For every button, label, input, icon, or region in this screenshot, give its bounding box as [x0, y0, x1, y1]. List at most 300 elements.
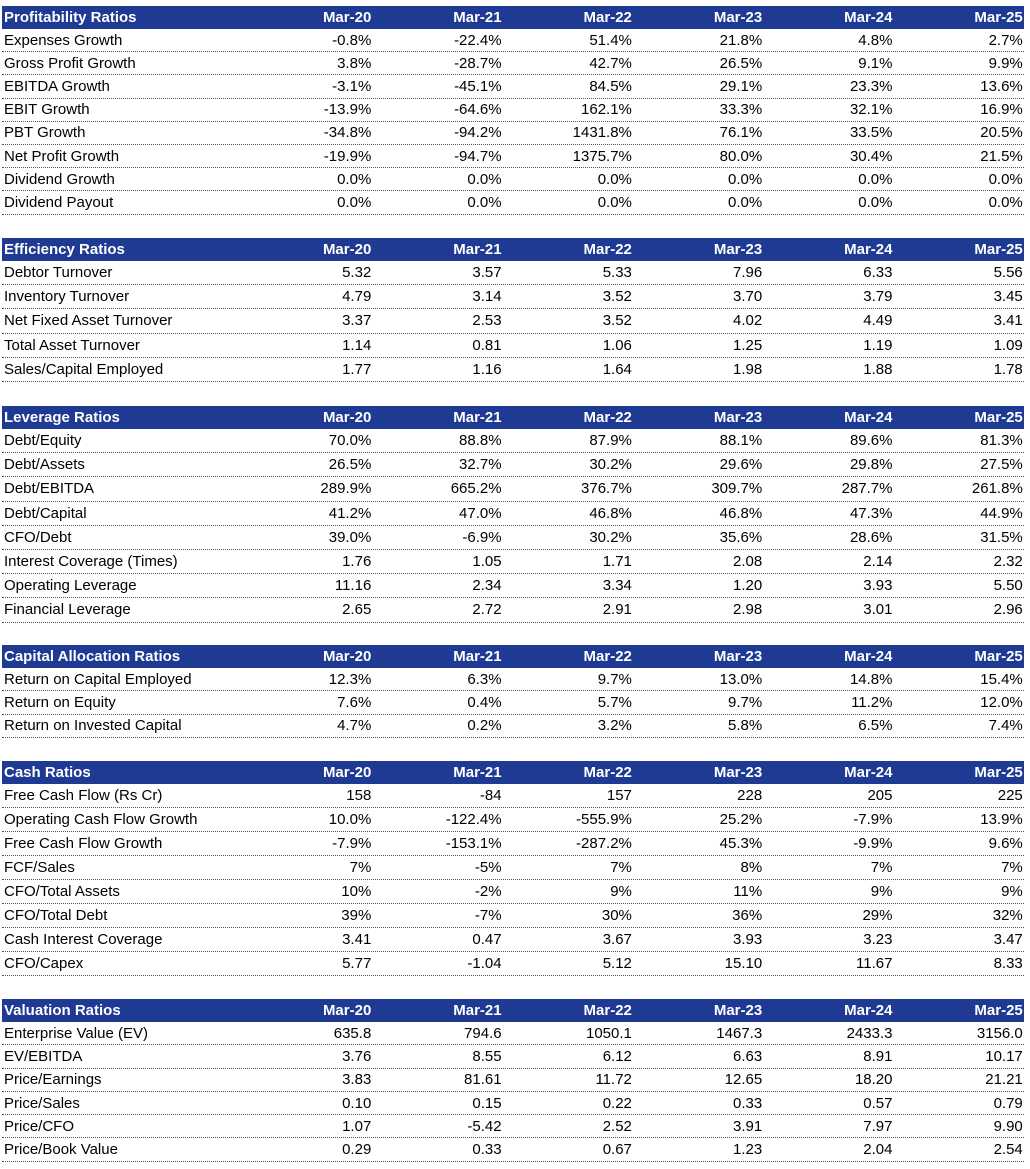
value-cell: 10.17 [985, 1047, 1023, 1065]
value-cell: 0.47 [472, 931, 502, 948]
row-label: Net Profit Growth [4, 147, 120, 165]
value-cell: 1.77 [342, 360, 372, 378]
column-header: Mar-23 [713, 409, 763, 426]
value-cell: 9% [610, 883, 632, 900]
value-cell: 225 [997, 787, 1023, 804]
value-cell: 9% [870, 883, 893, 900]
column-header: Mar-24 [844, 9, 893, 26]
value-cell: 32.7% [459, 456, 502, 474]
column-header: Mar-25 [974, 9, 1023, 26]
value-cell: 41.2% [328, 504, 372, 522]
value-cell: 13.9% [980, 811, 1023, 828]
row-label: Price/Sales [4, 1094, 80, 1112]
table-row [2, 29, 1024, 52]
column-header: Mar-23 [713, 9, 763, 26]
table-row [2, 1069, 1024, 1092]
value-cell: 7.97 [863, 1117, 893, 1135]
column-header: Mar-21 [453, 241, 502, 258]
value-cell: 289.9% [320, 480, 372, 498]
row-label: Return on Capital Employed [4, 670, 192, 688]
value-cell: 2.7% [988, 31, 1023, 49]
section-profitability-ratios [2, 6, 1024, 215]
value-cell: -287.2% [576, 835, 632, 852]
value-cell: 9.90 [993, 1117, 1023, 1135]
section-header [2, 999, 1024, 1022]
value-cell: 635.8 [333, 1024, 372, 1042]
value-cell: 12.65 [724, 1071, 763, 1089]
value-cell: 287.7% [841, 480, 893, 498]
row-label: Return on Equity [4, 693, 116, 711]
value-cell: 46.8% [719, 504, 763, 522]
row-label: Inventory Turnover [4, 288, 130, 306]
value-cell: 0.22 [602, 1094, 632, 1112]
value-cell: 9.7% [597, 670, 632, 688]
value-cell: 1.06 [602, 336, 632, 354]
value-cell: 7% [349, 859, 372, 876]
table-row [2, 1022, 1024, 1045]
column-header: Mar-20 [322, 241, 372, 258]
value-cell: 2.72 [472, 601, 502, 619]
value-cell: 0.10 [342, 1094, 372, 1112]
value-cell: 70.0% [328, 432, 372, 450]
value-cell: 0.33 [732, 1094, 763, 1112]
value-cell: 21.8% [719, 31, 763, 49]
table-row [2, 145, 1024, 168]
value-cell: 87.9% [589, 432, 632, 450]
value-cell: 12.3% [328, 670, 372, 688]
value-cell: 39% [341, 907, 372, 924]
table-row [2, 309, 1024, 333]
row-label: Interest Coverage (Times) [4, 553, 178, 571]
value-cell: -555.9% [576, 811, 632, 828]
column-header: Mar-20 [322, 9, 372, 26]
row-label: Gross Profit Growth [4, 54, 136, 72]
value-cell: 8% [740, 859, 763, 876]
value-cell: 51.4% [589, 31, 632, 49]
value-cell: 2.96 [993, 601, 1023, 619]
value-cell: 2.32 [993, 553, 1023, 571]
value-cell: 45.3% [719, 835, 763, 852]
value-cell: 2.04 [863, 1141, 893, 1159]
value-cell: 15.10 [724, 955, 763, 972]
value-cell: 26.5% [719, 54, 763, 72]
row-label: PBT Growth [4, 124, 86, 142]
section-title: Efficiency Ratios [4, 241, 125, 258]
value-cell: 0.15 [472, 1094, 502, 1112]
value-cell: 2.34 [472, 577, 502, 595]
row-label: FCF/Sales [4, 859, 75, 876]
value-cell: 29.8% [849, 456, 893, 474]
table-row [2, 856, 1024, 880]
table-row [2, 668, 1024, 691]
value-cell: 6.12 [602, 1047, 632, 1065]
value-cell: 3.34 [602, 577, 632, 595]
value-cell: 4.8% [858, 31, 893, 49]
value-cell: 11.72 [595, 1071, 632, 1089]
column-header: Mar-25 [974, 241, 1023, 258]
value-cell: 8.91 [863, 1047, 893, 1065]
value-cell: 15.4% [980, 670, 1023, 688]
row-label: Price/Earnings [4, 1071, 102, 1089]
value-cell: -28.7% [454, 54, 502, 72]
value-cell: 29.1% [719, 77, 763, 95]
value-cell: 1.23 [732, 1141, 763, 1159]
value-cell: 1.19 [863, 336, 893, 354]
value-cell: 33.5% [849, 124, 893, 142]
value-cell: 0.29 [342, 1141, 372, 1159]
value-cell: 84.5% [589, 77, 632, 95]
value-cell: 0.0% [467, 193, 502, 211]
value-cell: 3.79 [863, 288, 893, 306]
value-cell: 81.61 [464, 1071, 502, 1089]
value-cell: -5% [474, 859, 502, 876]
value-cell: 376.7% [581, 480, 632, 498]
value-cell: 7.6% [337, 693, 372, 711]
value-cell: 2.65 [342, 601, 372, 619]
value-cell: 0.0% [467, 170, 502, 188]
value-cell: 0.4% [467, 693, 502, 711]
value-cell: 25.2% [719, 811, 763, 828]
value-cell: 13.6% [980, 77, 1023, 95]
value-cell: 30.4% [849, 147, 893, 165]
value-cell: 0.0% [597, 193, 632, 211]
table-row [2, 429, 1024, 453]
value-cell: 33.3% [719, 101, 763, 119]
value-cell: 3.83 [342, 1071, 372, 1089]
value-cell: 18.20 [854, 1071, 893, 1089]
table-row [2, 477, 1024, 501]
column-header: Mar-20 [322, 1002, 372, 1019]
value-cell: 30.2% [589, 528, 632, 546]
value-cell: 11.67 [856, 955, 893, 972]
value-cell: 14.8% [849, 670, 893, 688]
value-cell: 228 [737, 787, 763, 804]
value-cell: 3.41 [342, 931, 372, 948]
value-cell: 162.1% [581, 101, 632, 119]
column-header: Mar-24 [844, 648, 893, 665]
value-cell: 6.3% [467, 670, 502, 688]
value-cell: -34.8% [323, 124, 372, 142]
row-label: Return on Invested Capital [4, 717, 182, 735]
table-row [2, 952, 1024, 976]
table-row [2, 598, 1024, 622]
value-cell: 7% [610, 859, 632, 876]
value-cell: 1431.8% [572, 124, 632, 142]
value-cell: 2433.3 [846, 1024, 893, 1042]
table-row [2, 808, 1024, 832]
row-label: Operating Leverage [4, 577, 137, 595]
value-cell: 7% [1001, 859, 1023, 876]
table-row [2, 122, 1024, 145]
section-header [2, 761, 1024, 784]
value-cell: -64.6% [454, 101, 502, 119]
value-cell: 20.5% [980, 124, 1023, 142]
value-cell: 0.57 [863, 1094, 893, 1112]
row-label: CFO/Total Assets [4, 883, 120, 900]
value-cell: 10% [341, 883, 372, 900]
value-cell: -45.1% [454, 77, 502, 95]
value-cell: 5.56 [993, 264, 1023, 282]
value-cell: -153.1% [445, 835, 502, 852]
column-header: Mar-24 [844, 1002, 893, 1019]
value-cell: 794.6 [464, 1024, 502, 1042]
row-label: EV/EBITDA [4, 1047, 83, 1065]
section-leverage-ratios [2, 406, 1024, 623]
value-cell: 88.8% [459, 432, 502, 450]
table-row [2, 1045, 1024, 1068]
value-cell: -84 [479, 787, 502, 804]
value-cell: 0.0% [858, 170, 893, 188]
row-label: Dividend Growth [4, 170, 115, 188]
value-cell: 8.33 [993, 955, 1023, 972]
section-capital-allocation-ratios [2, 645, 1024, 738]
value-cell: 4.49 [863, 312, 893, 330]
value-cell: 27.5% [980, 456, 1023, 474]
table-row [2, 191, 1024, 214]
value-cell: 0.0% [858, 193, 893, 211]
column-header: Mar-20 [322, 648, 372, 665]
value-cell: -19.9% [323, 147, 372, 165]
column-header: Mar-21 [453, 764, 502, 781]
column-header: Mar-24 [844, 409, 893, 426]
value-cell: -5.42 [467, 1117, 502, 1135]
value-cell: 3.91 [732, 1117, 763, 1135]
value-cell: 32% [992, 907, 1023, 924]
section-cash-ratios [2, 761, 1024, 976]
value-cell: 4.79 [342, 288, 372, 306]
column-header: Mar-24 [844, 241, 893, 258]
row-label: Total Asset Turnover [4, 336, 140, 354]
value-cell: 0.67 [602, 1141, 632, 1159]
row-label: EBITDA Growth [4, 77, 110, 95]
value-cell: 4.02 [732, 312, 763, 330]
section-efficiency-ratios [2, 238, 1024, 382]
value-cell: 28.6% [849, 528, 893, 546]
table-row [2, 880, 1024, 904]
value-cell: -94.2% [454, 124, 502, 142]
column-header: Mar-21 [453, 409, 502, 426]
column-header: Mar-25 [974, 409, 1023, 426]
value-cell: 30.2% [589, 456, 632, 474]
value-cell: 39.0% [328, 528, 372, 546]
value-cell: 3.47 [993, 931, 1023, 948]
value-cell: 3156.0 [976, 1024, 1023, 1042]
value-cell: 11.2% [851, 693, 893, 711]
value-cell: 0.79 [993, 1094, 1023, 1112]
value-cell: -7% [474, 907, 502, 924]
column-header: Mar-22 [583, 9, 632, 26]
table-row [2, 904, 1024, 928]
row-label: Operating Cash Flow Growth [4, 811, 198, 828]
column-header: Mar-24 [844, 764, 893, 781]
value-cell: 1.25 [732, 336, 763, 354]
table-row [2, 691, 1024, 714]
value-cell: -94.7% [454, 147, 502, 165]
row-label: EBIT Growth [4, 101, 90, 119]
table-row [2, 285, 1024, 309]
table-row [2, 75, 1024, 98]
table-row [2, 99, 1024, 122]
row-label: Enterprise Value (EV) [4, 1024, 148, 1042]
value-cell: 1.98 [732, 360, 763, 378]
value-cell: 47.3% [849, 504, 893, 522]
value-cell: 3.01 [863, 601, 893, 619]
value-cell: 0.0% [988, 193, 1023, 211]
value-cell: 3.76 [342, 1047, 372, 1065]
table-row [2, 453, 1024, 477]
column-header: Mar-22 [583, 241, 632, 258]
column-header: Mar-21 [453, 1002, 502, 1019]
value-cell: 23.3% [849, 77, 893, 95]
value-cell: -7.9% [853, 811, 893, 828]
row-label: Debt/Assets [4, 456, 85, 474]
value-cell: 6.33 [863, 264, 893, 282]
value-cell: 3.93 [863, 577, 893, 595]
section-header [2, 406, 1024, 429]
table-row [2, 168, 1024, 191]
row-label: Debt/Capital [4, 504, 87, 522]
row-label: Expenses Growth [4, 31, 123, 49]
value-cell: 2.53 [472, 312, 502, 330]
column-header: Mar-22 [583, 409, 632, 426]
value-cell: 2.14 [863, 553, 893, 571]
value-cell: 3.52 [602, 288, 632, 306]
value-cell: 8.55 [472, 1047, 502, 1065]
value-cell: 32.1% [849, 101, 893, 119]
value-cell: 29.6% [719, 456, 763, 474]
value-cell: 5.8% [727, 717, 763, 735]
value-cell: 46.8% [589, 504, 632, 522]
value-cell: 47.0% [459, 504, 502, 522]
section-title: Leverage Ratios [4, 409, 120, 426]
value-cell: 1.71 [602, 553, 632, 571]
value-cell: 0.0% [597, 170, 632, 188]
value-cell: 2.54 [993, 1141, 1023, 1159]
row-label: Free Cash Flow (Rs Cr) [4, 787, 163, 804]
value-cell: 157 [606, 787, 632, 804]
value-cell: 3.2% [597, 717, 632, 735]
table-row [2, 784, 1024, 808]
value-cell: 9.7% [727, 693, 763, 711]
value-cell: 7.96 [732, 264, 763, 282]
value-cell: 9.9% [988, 54, 1023, 72]
value-cell: 11.16 [334, 577, 372, 595]
value-cell: 3.41 [993, 312, 1023, 330]
table-row [2, 526, 1024, 550]
table-row [2, 1115, 1024, 1138]
column-header: Mar-23 [713, 241, 763, 258]
column-header: Mar-21 [453, 9, 502, 26]
value-cell: 29% [862, 907, 893, 924]
column-header: Mar-25 [974, 648, 1023, 665]
column-header: Mar-22 [583, 1002, 632, 1019]
section-header [2, 238, 1024, 261]
value-cell: 1.09 [993, 336, 1023, 354]
column-header: Mar-25 [974, 1002, 1023, 1019]
value-cell: 6.63 [732, 1047, 763, 1065]
value-cell: 1.20 [732, 577, 763, 595]
table-row [2, 358, 1024, 382]
value-cell: 9.1% [858, 54, 893, 72]
row-label: Free Cash Flow Growth [4, 835, 163, 852]
value-cell: 1.76 [342, 553, 372, 571]
value-cell: -122.4% [445, 811, 502, 828]
column-header: Mar-23 [713, 648, 763, 665]
value-cell: 2.98 [732, 601, 763, 619]
value-cell: 5.32 [342, 264, 372, 282]
row-label: Debt/EBITDA [4, 480, 95, 498]
value-cell: 3.52 [602, 312, 632, 330]
row-label: Net Fixed Asset Turnover [4, 312, 173, 330]
table-row [2, 1092, 1024, 1115]
value-cell: 0.0% [727, 170, 763, 188]
value-cell: -6.9% [462, 528, 502, 546]
value-cell: 3.14 [472, 288, 502, 306]
value-cell: 30% [601, 907, 632, 924]
column-header: Mar-23 [713, 1002, 763, 1019]
value-cell: -1.04 [467, 955, 502, 972]
value-cell: 3.67 [602, 931, 632, 948]
row-label: Sales/Capital Employed [4, 360, 164, 378]
value-cell: 35.6% [719, 528, 763, 546]
value-cell: 2.52 [602, 1117, 632, 1135]
row-label: Debtor Turnover [4, 264, 113, 282]
table-row [2, 574, 1024, 598]
value-cell: 3.70 [732, 288, 763, 306]
value-cell: 11% [733, 883, 763, 900]
value-cell: 9% [1001, 883, 1023, 900]
value-cell: 88.1% [719, 432, 763, 450]
value-cell: 5.7% [597, 693, 632, 711]
table-row [2, 502, 1024, 526]
value-cell: 3.8% [337, 54, 372, 72]
value-cell: 5.12 [602, 955, 632, 972]
column-header: Mar-20 [322, 764, 372, 781]
value-cell: 0.2% [467, 717, 502, 735]
value-cell: 261.8% [971, 480, 1023, 498]
value-cell: 1467.3 [716, 1024, 763, 1042]
value-cell: 3.45 [993, 288, 1023, 306]
row-label: Dividend Payout [4, 193, 114, 211]
value-cell: 0.33 [472, 1141, 502, 1159]
value-cell: 76.1% [719, 124, 763, 142]
value-cell: 21.21 [985, 1071, 1023, 1089]
section-title: Valuation Ratios [4, 1002, 121, 1019]
table-row [2, 1138, 1024, 1161]
table-row [2, 715, 1024, 738]
column-header: Mar-23 [713, 764, 763, 781]
column-header: Mar-22 [583, 648, 632, 665]
value-cell: 5.33 [602, 264, 632, 282]
value-cell: 7% [870, 859, 893, 876]
value-cell: 0.0% [337, 193, 372, 211]
value-cell: -22.4% [454, 31, 502, 49]
value-cell: 4.7% [337, 717, 372, 735]
value-cell: 3.57 [472, 264, 502, 282]
table-row [2, 261, 1024, 285]
value-cell: 44.9% [980, 504, 1023, 522]
value-cell: 0.0% [337, 170, 372, 188]
value-cell: 3.37 [342, 312, 372, 330]
value-cell: 9.6% [988, 835, 1023, 852]
value-cell: 21.5% [980, 147, 1023, 165]
row-label: CFO/Capex [4, 955, 84, 972]
section-title: Profitability Ratios [4, 9, 137, 26]
value-cell: 1050.1 [586, 1024, 632, 1042]
row-label: Price/Book Value [4, 1141, 118, 1159]
row-label: Debt/Equity [4, 432, 82, 450]
value-cell: 3.93 [732, 931, 763, 948]
